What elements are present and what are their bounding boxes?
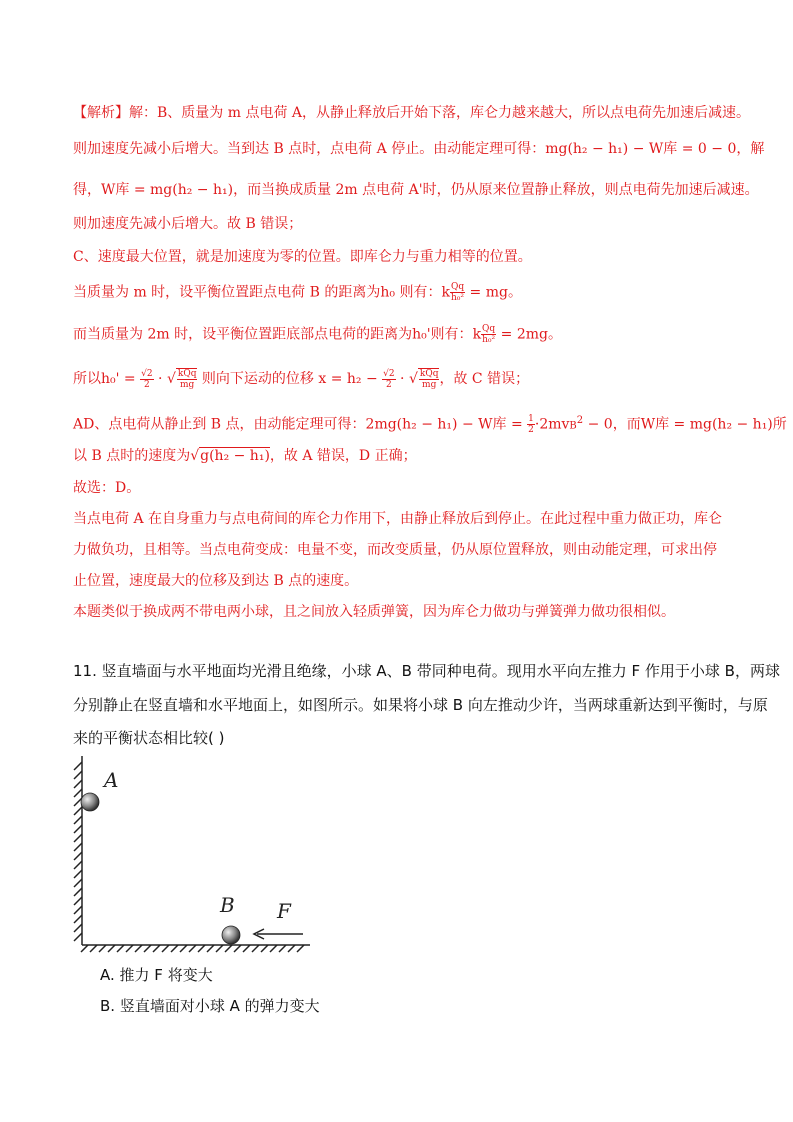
hatch-mark — [81, 945, 88, 952]
analysis-line-13: 力做负功，且相等。当点电荷变成：电量不变，而改变质量，仍从原位置释放，则由动能定理，可求出停 — [73, 542, 717, 558]
hatch-mark — [234, 945, 241, 952]
analysis-line-5: C、速度最大位置，就是加速度为零的位置。即库仑力与重力相等的位置。 — [73, 249, 532, 265]
option-a: A. 推力 F 将变大 — [100, 966, 213, 984]
analysis-line-8: 所以h₀' = $\frac{√2}{2}$ · √ $\frac{\text{kQq}}{mg}$ 则向下运动的位移 x = h₂ − $\frac{√2}{2}$ · √ $\frac{\text{kQq}}{mg}$ ，故 C 错误； — [73, 368, 530, 390]
hatch-mark — [74, 888, 82, 896]
wall-floor-figure — [70, 752, 320, 962]
floor-hatching — [81, 945, 304, 952]
analysis-line-11: 故选：D。 — [73, 480, 141, 496]
analysis-line-10: 以 B 点时的速度为√g(h₂ − h₁)，故 A 错误，D 正确； — [73, 448, 417, 464]
sqrt-fraction: $\frac{\text{kQq}}{mg}$ — [177, 369, 197, 390]
equation: mg(h₂ − h₁) − W库 = 0 − 0 — [545, 141, 737, 157]
option-b: B. 竖直墙面对小球 A 的弹力变大 — [100, 997, 320, 1015]
hatch-mark — [74, 834, 82, 842]
analysis-line-1: 【解析】解：B、质量为 m 点电荷 A，从静止释放后开始下落，库仑力越来越大，所以点电荷先加速后减速。 — [73, 105, 751, 121]
question-line-1: 11. 竖直墙面与水平地面均光滑且绝缘，小球 A、B 带同种电荷。现用水平向左推力 F 作用于小球 B，两球 — [73, 662, 780, 680]
hatch-mark — [153, 945, 160, 952]
hatch-mark — [225, 945, 232, 952]
hatch-mark — [216, 945, 223, 952]
analysis-line-3: 得，W库 = mg(h₂ − h₁)，而当换成质量 2m 点电荷 A'时，仍从原来位置静止释放，则点电荷先加速后减速。 — [73, 182, 759, 198]
hatch-mark — [74, 861, 82, 869]
hatch-mark — [74, 762, 82, 770]
fraction: $\frac{1}{2}$ — [528, 414, 534, 436]
analysis-line-7: 而当质量为 2m 时，设平衡位置距底部点电荷的距离为h₀'则有：k $\frac{Qq}{\text{h₀²}}$ = 2mg。 — [73, 324, 562, 345]
analysis-line-6: 当质量为 m 时，设平衡位置距点电荷 B 的距离为h₀ 则有：k $\frac{Qq}{\text{h₀²}}$ = mg。 — [73, 282, 522, 303]
hatch-mark — [180, 945, 187, 952]
hatch-mark — [288, 945, 295, 952]
hatch-mark — [74, 879, 82, 887]
ball-a — [81, 793, 99, 811]
ball-b — [222, 926, 240, 944]
hatch-mark — [74, 816, 82, 824]
hatch-mark — [135, 945, 142, 952]
analysis-line-2: 则加速度先减小后增大。当到达 B 点时，点电荷 A 停止。由动能定理可得：mg(h₂ − h₁) − W库 = 0 − 0，解 — [73, 141, 765, 157]
hatch-mark — [74, 780, 82, 788]
fraction: $\frac{√2}{2}$ — [383, 368, 395, 390]
hatch-mark — [74, 924, 82, 932]
hatch-mark — [189, 945, 196, 952]
hatch-mark — [74, 933, 82, 941]
hatch-mark — [74, 906, 82, 914]
hatch-mark — [126, 945, 133, 952]
hatch-mark — [297, 945, 304, 952]
question-line-3: 来的平衡状态相比较( ) — [73, 729, 225, 747]
hatch-mark — [144, 945, 151, 952]
hatch-mark — [207, 945, 214, 952]
hatch-mark — [99, 945, 106, 952]
hatch-mark — [171, 945, 178, 952]
hatch-mark — [74, 807, 82, 815]
analysis-line-9: AD、点电荷从静止到 B 点，由动能定理可得：2mg(h₂ − h₁) − W库 = $\frac{1}{2}$ ·2mvB$^2$ − 0，而W库 = mg(h₂ − h₁)所 — [73, 414, 787, 436]
hatch-mark — [108, 945, 115, 952]
question-line-2: 分别静止在竖直墙和水平地面上，如图所示。如果将小球 B 向左推动少许，当两球重新达到平衡时，与原 — [73, 696, 768, 714]
fraction: $\frac{Qq}{\text{h₀²}}$ — [450, 282, 465, 303]
hatch-mark — [74, 852, 82, 860]
hatch-mark — [90, 945, 97, 952]
hatch-mark — [74, 897, 82, 905]
hatch-mark — [74, 771, 82, 779]
hatch-mark — [74, 843, 82, 851]
hatch-mark — [74, 915, 82, 923]
analysis-line-15: 本题类似于换成两不带电两小球，且之间放入轻质弹簧，因为库仑力做功与弹簧弹力做功很相似。 — [73, 604, 675, 620]
hatch-mark — [279, 945, 286, 952]
analysis-line-14: 止位置，速度最大的位移及到达 B 点的速度。 — [73, 573, 359, 589]
sqrt-sign: √ — [166, 371, 176, 387]
hatch-mark — [270, 945, 277, 952]
wall-hatching — [74, 762, 82, 941]
hatch-mark — [74, 870, 82, 878]
sqrt-expression: g(h₂ − h₁) — [200, 448, 270, 464]
hatch-mark — [261, 945, 268, 952]
hatch-mark — [162, 945, 169, 952]
equation: W库 = mg(h₂ − h₁) — [101, 182, 234, 198]
analysis-line-4: 则加速度先减小后增大。故 B 错误； — [73, 216, 303, 232]
label-b: B — [220, 893, 235, 917]
fraction: $\frac{√2}{2}$ — [141, 368, 153, 390]
hatch-mark — [252, 945, 259, 952]
hatch-mark — [117, 945, 124, 952]
hatch-mark — [198, 945, 205, 952]
hatch-mark — [243, 945, 250, 952]
analysis-tag: 【解析】 — [73, 105, 129, 121]
analysis-line-12: 当点电荷 A 在自身重力与点电荷间的库仑力作用下，由静止释放后到停止。在此过程中重力做正功，库仑 — [73, 511, 723, 527]
hatch-mark — [74, 789, 82, 797]
fraction: $\frac{Qq}{\text{h₀²}}$ — [482, 324, 496, 345]
hatch-mark — [74, 825, 82, 833]
label-f: F — [277, 899, 291, 923]
label-a: A — [104, 768, 119, 792]
